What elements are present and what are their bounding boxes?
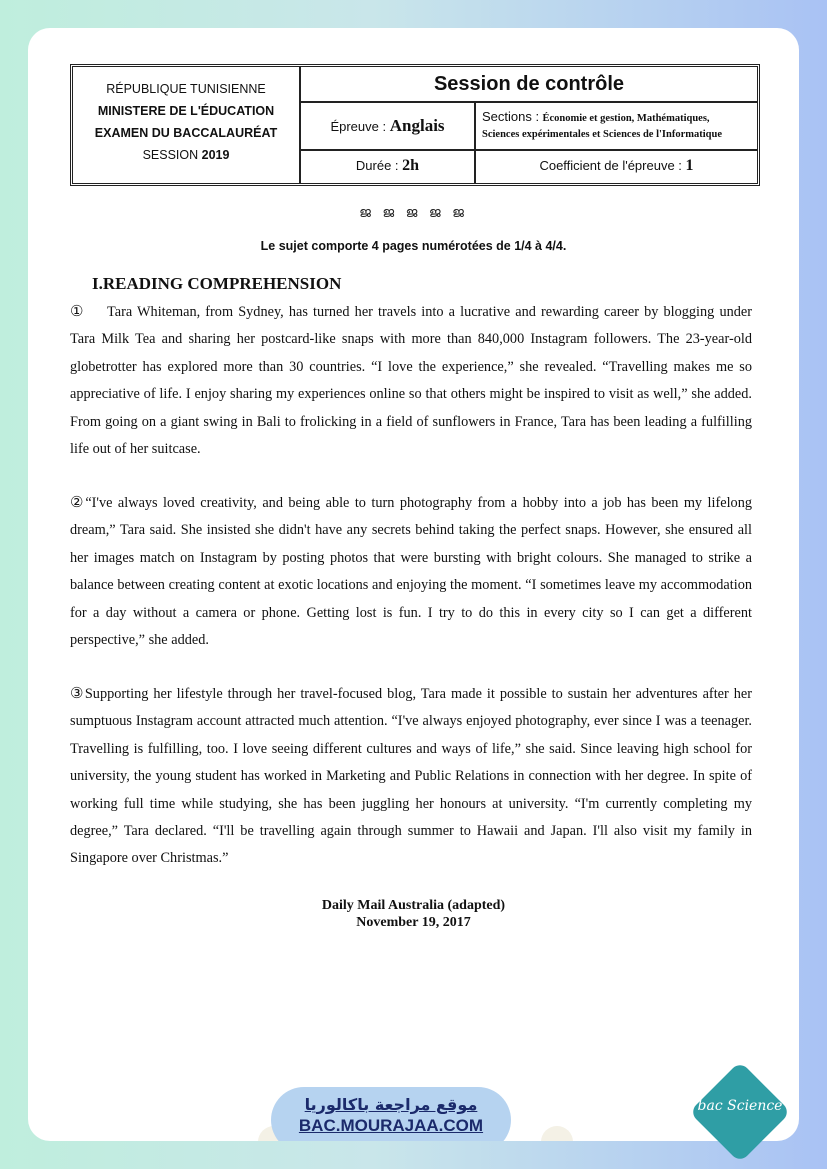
paragraph-number-3: ③: [70, 686, 85, 702]
site-link-banner[interactable]: [271, 1087, 511, 1141]
institution-block: [73, 67, 301, 183]
epreuve-value: Anglais: [389, 116, 445, 135]
section-title: I.READING COMPREHENSION: [92, 274, 342, 293]
exam-page: [28, 28, 799, 1141]
paragraph-text-1: Tara Whiteman, from Sydney, has turned her travels into a lucrative and rewarding career by blogging under Tara Milk Tea and sharing her postcard-like snaps with more than 840,000 Instagram followers. The 23-year-old globetrotter has explored more than 30 countries. “I love the experience,” she revealed. “Travelling makes me so appreciative of life. I enjoy sharing my experiences online so that others might be inspired to visit as well,” she added. From going on a giant swing in Bali to frolicking in a field of sunflowers in France, Tara has been leading a fulfilling life out of her suitcase.: [70, 304, 753, 458]
pages-note: Le sujet comporte 4 pages numérotées de 1/4 à 4/4.: [260, 239, 567, 253]
session-label: SESSION: [142, 148, 199, 162]
country-name: RÉPUBLIQUE TUNISIENNE: [106, 82, 266, 96]
source-citation: [28, 897, 799, 931]
sections-cell: [476, 103, 757, 156]
paragraph-number-1: ①: [70, 304, 85, 320]
exam-name: EXAMEN DU BACCALAURÉAT: [94, 126, 278, 140]
coefficient-cell: [476, 151, 757, 183]
coefficient-label: Coefficient de l'épreuve :: [539, 158, 682, 173]
sections-label: Sections :: [482, 109, 540, 124]
exam-info-block: [301, 67, 757, 183]
session-type: Session de contrôle: [301, 67, 757, 103]
source-date: November 19, 2017: [356, 915, 471, 930]
site-logo-icon: [541, 1126, 573, 1141]
paragraph-2: [70, 490, 752, 654]
coefficient-value: 1: [685, 157, 694, 174]
paragraph-3: [70, 681, 752, 873]
bac-science-badge-text: bac Science: [697, 1098, 783, 1114]
duree-label: Durée :: [355, 158, 399, 173]
duree-value: 2h: [402, 157, 420, 174]
site-name-arabic[interactable]: موقع مراجعة باكالوريا: [304, 1095, 478, 1114]
epreuve-label: Épreuve :: [330, 119, 387, 134]
paragraph-text-2: “I've always loved creativity, and being able to turn photography from a hobby into a job has been my lifelong dream,” Tara said. She insisted she didn't have any secrets behind taking the perfect snaps. However, she ensured all her images match on Instagram by posting photos that were bursting with bright colours. She managed to strike a balance between creating content at exotic locations and enjoying the moment. “I sometimes leave my accommodation for a day without a camera or phone. Getting lost is fun. I try to do this in every city so I can get a different perspective,” she added.: [70, 495, 752, 649]
session-year: 2019: [201, 148, 230, 162]
duration-row: [301, 151, 757, 183]
exam-header-table: [70, 64, 760, 186]
session-line: [73, 144, 299, 166]
site-url[interactable]: BAC.MOURAJAA.COM: [298, 1116, 484, 1135]
ministry-name: MINISTERE DE L'ÉDUCATION: [97, 104, 275, 118]
decorative-ornament: ജ ജ ജ ജ ജ: [359, 206, 468, 221]
paragraph-number-2: ②: [70, 495, 86, 511]
epreuve-cell: [301, 103, 476, 149]
sections-value-1: Économie et gestion, Mathématiques,: [542, 113, 710, 124]
paragraph-1: [70, 299, 752, 463]
subject-row: [301, 103, 757, 151]
paragraph-text-3: Supporting her lifestyle through her travel-focused blog, Tara made it possible to sustain her adventures after her sumptuous Instagram account attracted much attention. “I've always enjoyed photography, ever since I was a teenager. Travelling is fulfilling, too. I love seeing different cultures and ways of life,” she said. Since leaving high school for university, the young student has worked in Marketing and Public Relations in connection with her degree. In spite of working full time while studying, she has been juggling her honours at university. “I'm currently completing my degree,” Tara declared. “I'll be travelling again through summer to Hawaii and Japan. I'll also visit my family in Singapore over Christmas.”: [70, 686, 753, 867]
source-name: Daily Mail Australia (adapted): [321, 898, 506, 913]
duree-cell: [301, 151, 476, 183]
sections-value-2: Sciences expérimentales et Sciences de l'Informatique: [482, 129, 722, 140]
